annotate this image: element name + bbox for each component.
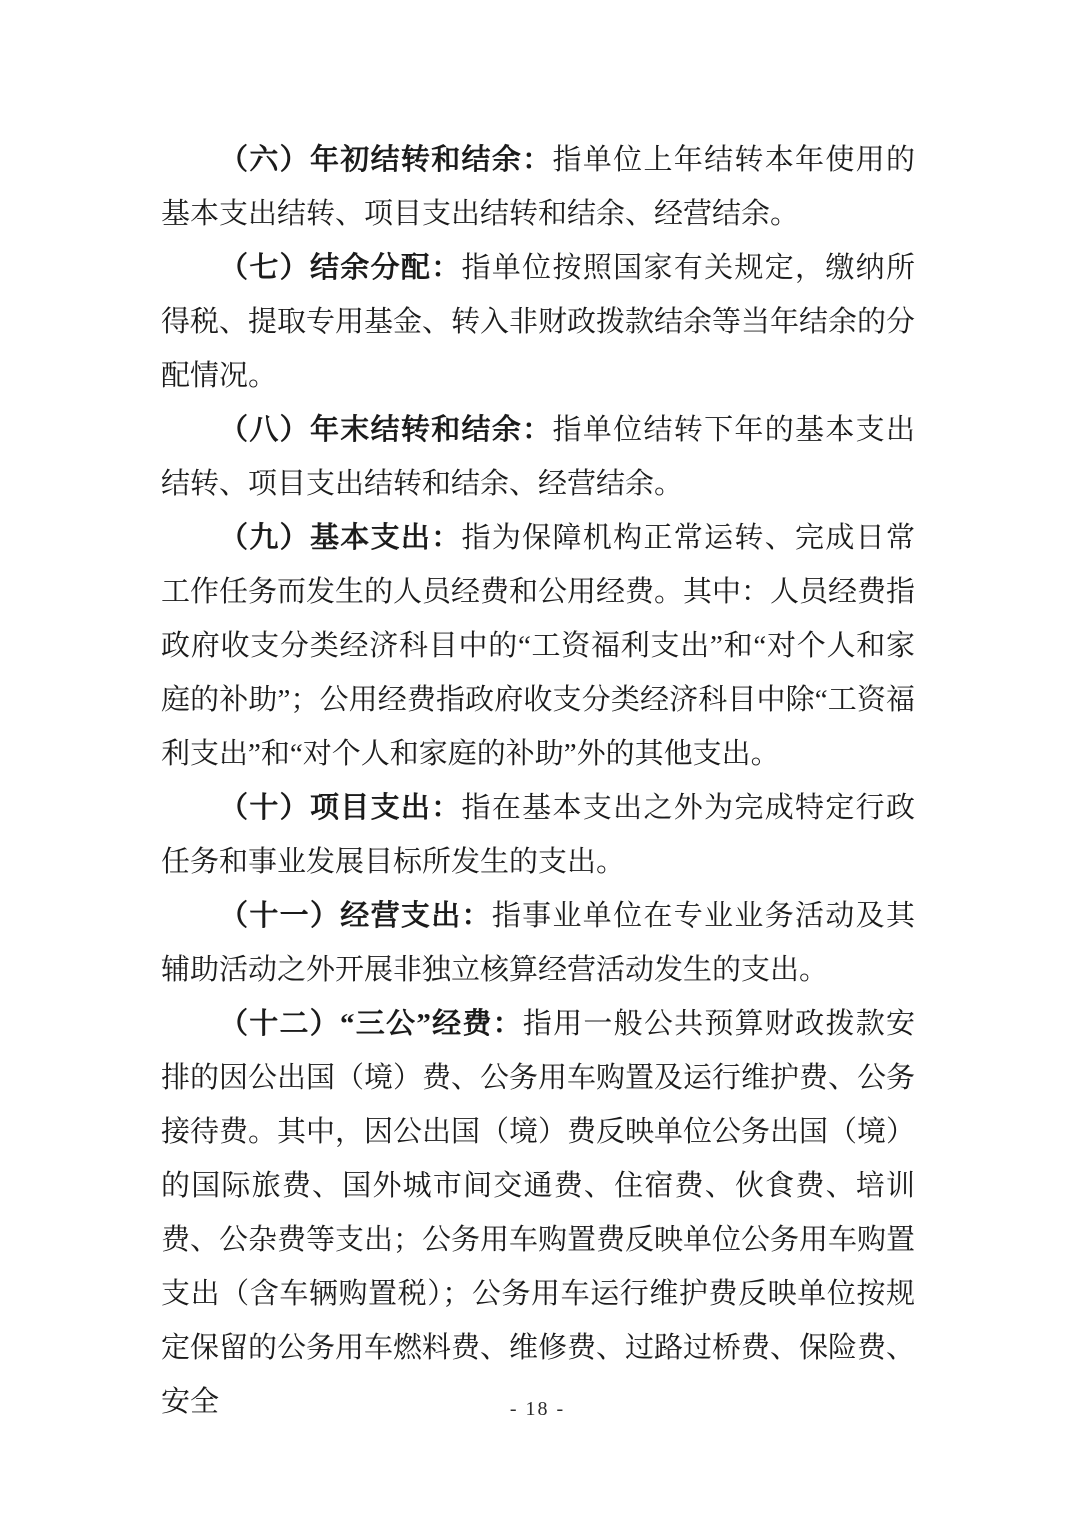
page-number: - 18 - [509,1398,566,1420]
paragraph-item-6 [161,133,915,241]
paragraph-heading: （九）基本支出： [219,522,462,554]
paragraph-body: 指单位上年结转本年使用的基本支出结转、项目支出结转和结余、经营结余。 [161,144,915,230]
paragraph-item-11 [161,889,915,997]
paragraph-heading: （七）结余分配： [219,252,462,284]
paragraph-heading: （八）年末结转和结余： [219,414,553,446]
paragraph-body: 指单位结转下年的基本支出结转、项目支出结转和结余、经营结余。 [161,414,915,500]
paragraph-heading: （六）年初结转和结余： [219,144,553,176]
paragraph-body: 指用一般公共预算财政拨款安排的因公出国（境）费、公务用车购置及运行维护费、公务接待费。其中，因公出国（境）费反映单位公务出国（境）的国际旅费、国外城市间交通费、住宿费、伙食费、培训费、公杂费等支出；公务用车购置费反映单位公务用车购置支出（含车辆购置税）；公务用车运行维护费反映单位按规定保留的公务用车燃料费、维修费、过路过桥费、保险费、安全 [161,1008,916,1418]
paragraph-item-9 [161,511,915,781]
document-body [161,133,915,1429]
paragraph-heading: （十二）“三公”经费： [219,1008,523,1040]
paragraph-item-7 [161,241,915,403]
paragraph-body: 指事业单位在专业业务活动及其辅助活动之外开展非独立核算经营活动发生的支出。 [161,900,915,986]
paragraph-body: 指在基本支出之外为完成特定行政任务和事业发展目标所发生的支出。 [161,792,915,878]
paragraph-heading: （十一）经营支出： [219,900,492,932]
paragraph-body: 指单位按照国家有关规定，缴纳所得税、提取专用基金、转入非财政拨款结余等当年结余的分配情况。 [161,252,916,392]
paragraph-item-12 [161,997,915,1429]
paragraph-item-8 [161,403,915,511]
paragraph-body: 指为保障机构正常运转、完成日常工作任务而发生的人员经费和公用经费。其中：人员经费指政府收支分类经济科目中的“工资福利支出”和“对个人和家庭的补助”；公用经费指政府收支分类经济科目中除“工资福利支出”和“对个人和家庭的补助”外的其他支出。 [161,522,916,770]
paragraph-heading: （十）项目支出： [219,792,462,824]
paragraph-item-10 [161,781,915,889]
